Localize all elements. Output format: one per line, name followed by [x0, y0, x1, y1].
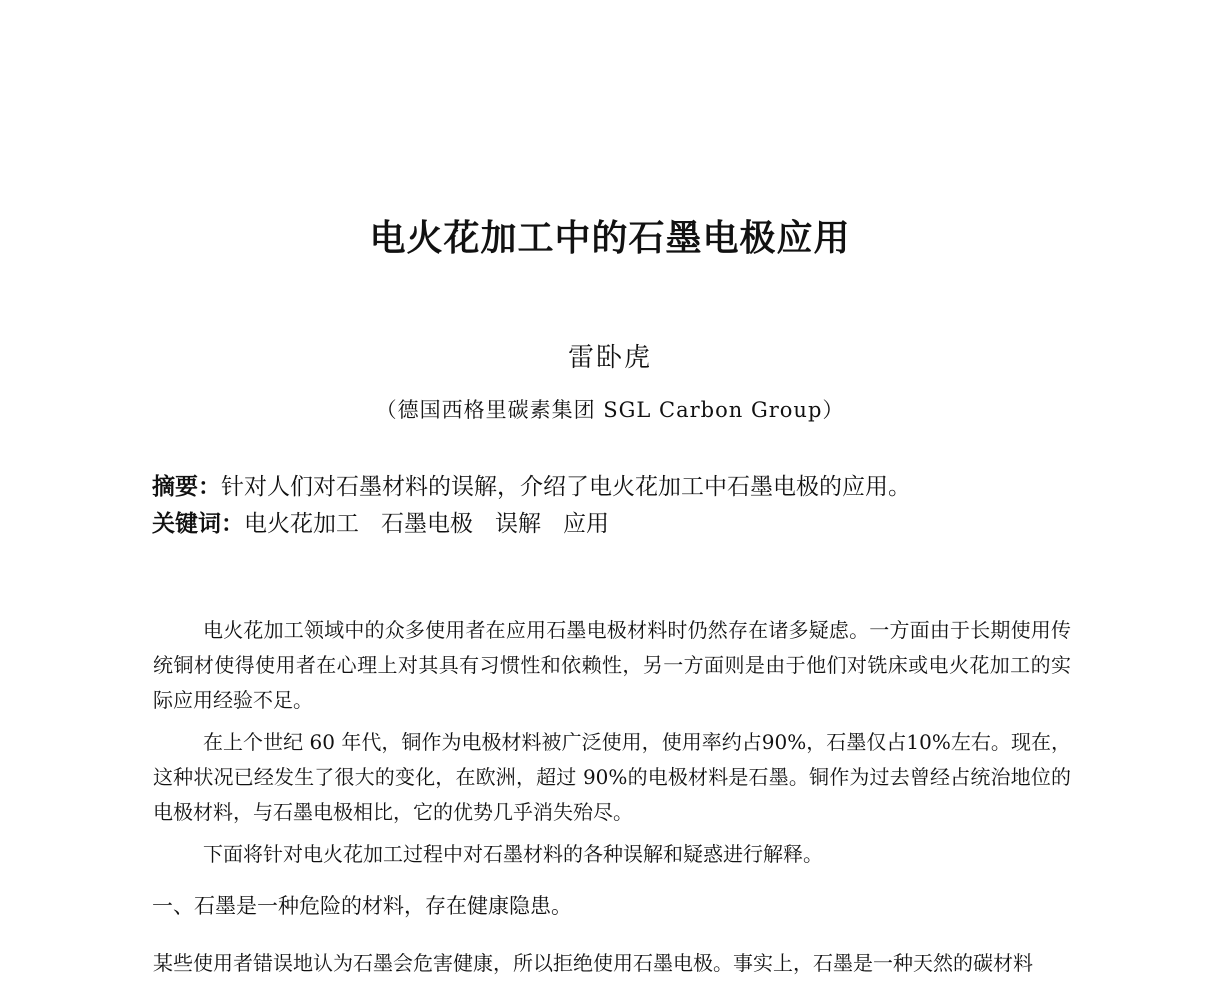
partial-text-line	[153, 946, 1071, 975]
keyword-item: 石墨电极	[381, 511, 473, 537]
body-paragraph: 下面将针对电火花加工过程中对石墨材料的各种误解和疑惑进行解释。	[203, 842, 823, 866]
partial-text: 某些使用者错误地认为石墨会危害健康，所以拒绝使用石墨电极。事实上，石墨是一种天然的碳材料	[153, 951, 1033, 975]
author-affiliation: （德国西格里碳素集团 SGL Carbon Group）	[375, 398, 845, 422]
keywords	[152, 505, 1082, 538]
keywords-label: 关键词：	[152, 511, 244, 537]
paper-title: 电火花加工中的石墨电极应用	[369, 218, 851, 259]
keyword-item: 应用	[563, 511, 609, 537]
body-paragraph: 在上个世纪 60 年代，铜作为电极材料被广泛使用，使用率约占90%，石墨仅占10%左右。现在，这种状况已经发生了很大的变化，在欧洲，超过 90%的电极材料是石墨。铜作为过去曾经占统治地位的电极材料，与石墨电极相比，它的优势几乎消失殆尽。	[153, 730, 1071, 824]
keyword-item: 误解	[495, 511, 541, 537]
author-name: 雷卧虎	[567, 343, 652, 373]
section-heading: 一、石墨是一种危险的材料，存在健康隐患。	[152, 894, 572, 918]
abstract-text: 针对人们对石墨材料的误解，介绍了电火花加工中石墨电极的应用。	[221, 474, 911, 500]
abstract-label: 摘要：	[152, 474, 221, 500]
abstract	[152, 468, 1082, 501]
keyword-item: 电火花加工	[244, 511, 359, 537]
body-paragraph: 电火花加工领域中的众多使用者在应用石墨电极材料时仍然存在诸多疑虑。一方面由于长期使用传统铜材使得使用者在心理上对其具有习惯性和依赖性，另一方面则是由于他们对铣床或电火花加工的实际应用经验不足。	[153, 618, 1071, 712]
